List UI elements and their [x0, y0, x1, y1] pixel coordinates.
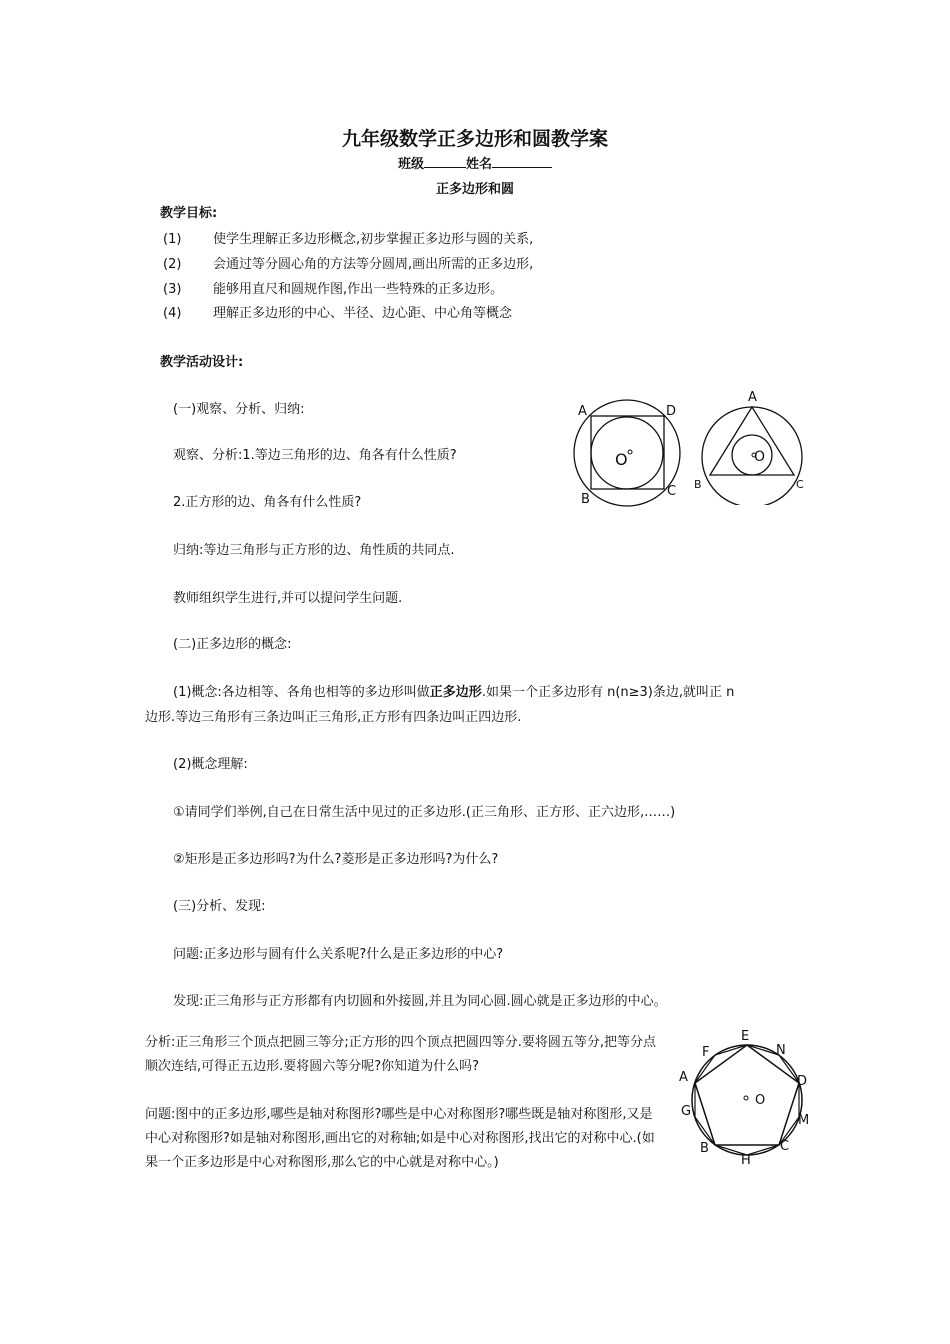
- concept-text: (1)概念:各边相等、各角也相等的多边形叫做: [173, 685, 430, 700]
- label-O: O: [755, 1093, 766, 1108]
- label-A: A: [679, 1070, 688, 1085]
- analysis-paragraph: 分析:正三角形三个顶点把圆三等分;正方形的四个顶点把圆四等分.要将圆五等分,把等分点顺次连结,可得正五边形.要将圆六等分呢?你知道为什么吗?: [145, 1035, 657, 1074]
- objective-text: 理解正多边形的中心、半径、边心距、中心角等概念: [213, 306, 513, 321]
- label-D: D: [666, 404, 677, 419]
- relation-question: 问题:正多边形与圆有什么关系呢?什么是正多边形的中心?: [173, 947, 504, 962]
- label-D: D: [797, 1074, 808, 1089]
- label-E: E: [741, 1029, 750, 1044]
- label-G: G: [681, 1104, 692, 1119]
- understand-heading: (2)概念理解:: [173, 757, 248, 772]
- section-2-heading: (二)正多边形的概念:: [173, 637, 292, 652]
- class-name-line: [0, 153, 950, 172]
- page-subtitle: 正多边形和圆: [435, 182, 514, 197]
- observe-question-1: 观察、分析:1.等边三角形的边、角各有什么性质?: [173, 448, 457, 463]
- objective-item: [163, 253, 533, 272]
- class-label: 班级: [397, 157, 424, 172]
- objective-num: (4): [163, 306, 182, 321]
- label-F: F: [702, 1045, 710, 1060]
- activity-heading: 教学活动设计:: [160, 355, 244, 370]
- teacher-note: 教师组织学生进行,并可以提问学生问题.: [173, 591, 403, 606]
- objective-item: [163, 278, 503, 297]
- objective-num: (3): [163, 282, 182, 297]
- objective-text: 使学生理解正多边形概念,初步掌握正多边形与圆的关系,: [213, 232, 534, 247]
- center-point: [628, 450, 632, 454]
- name-blank: [492, 155, 552, 168]
- concept-line-2: 边形.等边三角形有三条边叫正三角形,正方形有四条边叫正四边形.: [145, 710, 522, 725]
- page-title: 九年级数学正多边形和圆教学案: [341, 128, 608, 150]
- label-H: H: [741, 1153, 751, 1166]
- objective-text: 会通过等分圆心角的方法等分圆周,画出所需的正多边形,: [213, 257, 534, 272]
- understand-q2: ②矩形是正多边形吗?为什么?菱形是正多边形吗?为什么?: [173, 852, 499, 867]
- label-C: C: [667, 484, 677, 499]
- square-circle-figure: [570, 395, 690, 510]
- understand-q1: ①请同学们举例,自己在日常生活中见过的正多边形.(正三角形、正方形、正六边形,……): [173, 805, 676, 820]
- objective-item: [163, 228, 533, 247]
- class-blank: [424, 155, 466, 168]
- triangle-circle-figure: [692, 385, 812, 505]
- label-A: A: [748, 390, 757, 405]
- label-B: B: [700, 1141, 709, 1156]
- label-N: N: [776, 1043, 786, 1058]
- label-A: A: [578, 404, 587, 419]
- label-O: O: [615, 450, 628, 469]
- concept-term: 正多边形: [429, 685, 482, 700]
- objectives-heading: 教学目标:: [160, 206, 218, 221]
- symmetry-question-paragraph: 问题:图中的正多边形,哪些是轴对称图形?哪些是中心对称图形?哪些既是轴对称图形,又是中心对称图形?如是轴对称图形,画出它的对称轴;如是中心对称图形,找出它的对称中心.(如果一个正多边形是中心对称图形,那么它的中心就是对称中心。): [145, 1107, 655, 1170]
- label-C: C: [796, 478, 804, 491]
- name-label: 姓名: [466, 157, 493, 172]
- objective-num: (2): [163, 257, 182, 272]
- objective-text: 能够用直尺和圆规作图,作出一些特殊的正多边形。: [213, 282, 504, 297]
- label-B: B: [694, 478, 702, 491]
- concept-text-cont: .如果一个正多边形有 n(n≥3)条边,就叫正 n: [481, 685, 735, 700]
- section-3-heading: (三)分析、发现:: [173, 899, 266, 914]
- induce-text: 归纳:等边三角形与正方形的边、角性质的共同点.: [173, 543, 455, 558]
- label-B: B: [581, 492, 590, 507]
- label-O: O: [754, 449, 766, 465]
- discover-text: 发现:正三角形与正方形都有内切圆和外接圆,并且为同心圆.圆心就是正多边形的中心。: [173, 994, 667, 1009]
- objective-num: (1): [163, 232, 182, 247]
- observe-question-2: 2.正方形的边、角各有什么性质?: [173, 495, 362, 510]
- concept-line-1: [173, 681, 734, 700]
- objective-item: [163, 302, 512, 321]
- pentagon-circle-figure: [676, 1024, 816, 1166]
- label-M: M: [798, 1113, 810, 1128]
- regular-pentagon: [695, 1045, 799, 1145]
- label-C: C: [780, 1139, 790, 1154]
- center-point: [744, 1096, 748, 1100]
- section-1-heading: (一)观察、分析、归纳:: [173, 402, 305, 417]
